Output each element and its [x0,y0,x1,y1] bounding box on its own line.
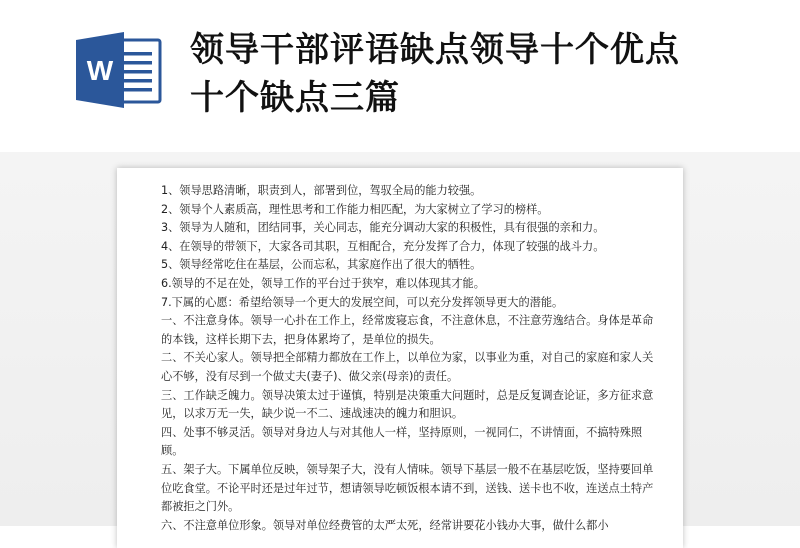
paragraph-12: 五、架子大。下属单位反映，领导架子大，没有人情味。领导下基层一般不在基层吃饭，坚持要回单位吃食堂。不论平时还是过年过节，想请领导吃顿饭根本请不到，送钱、送卡也不收，连送点土特产都被拒之门外。 [161,462,654,514]
paragraph-7: 7.下属的心愿：希望给领导一个更大的发展空间，可以充分发挥领导更大的潜能。 [161,295,564,309]
paragraph-11: 四、处事不够灵活。领导对身边人与对其他人一样，坚持原则，一视同仁，不讲情面，不搞特殊照顾。 [161,425,643,458]
paragraph-1: 1、领导思路清晰，职责到人，部署到位，驾驭全局的能力较强。 [161,184,482,197]
paragraph-6: 6.领导的不足在处，领导工作的平台过于狭窄，难以体现其才能。 [161,276,485,290]
paragraph-13: 六、不注意单位形象。领导对单位经费管的太严太死，经常讲要花小钱办大事，做什么都小 [161,518,609,532]
document-page [117,168,683,548]
page-title-line-2: 十个缺点三篇 [190,78,400,118]
paragraph-2: 2、领导个人素质高，理性思考和工作能力相匹配，为大家树立了学习的榜样。 [161,202,549,216]
paragraph-9: 二、不关心家人。领导把全部精力都放在工作上，以单位为家，以事业为重，对自己的家庭和家人关心不够，没有尽到一个做丈夫(妻子)、做父亲(母亲)的责任。 [161,351,654,383]
paragraph-5: 5、领导经常吃住在基层，公而忘私，其家庭作出了很大的牺牲。 [161,258,482,272]
header [0,0,800,160]
word-document-icon [74,30,164,110]
document-body [161,182,655,535]
paragraph-8: 一、不注意身体。领导一心扑在工作上，经常废寝忘食，不注意休息，不注意劳逸结合。身体是革命的本钱，这样长期下去，把身体累垮了，是单位的损失。 [161,314,654,346]
page-title [190,26,780,122]
paragraph-3: 3、领导为人随和，团结同事，关心同志，能充分调动大家的积极性，具有很强的亲和力。 [161,221,605,235]
page-title-line-1: 领导干部评语缺点领导十个优点 [190,30,680,70]
paragraph-4: 4、在领导的带领下，大家各司其职，互相配合，充分发挥了合力，体现了较强的战斗力。 [161,239,605,253]
paragraph-10: 三、工作缺乏魄力。领导决策太过于谨慎，特别是决策重大问题时，总是反复调查论证，多方征求意见，以求万无一失，缺少说一不二、速战速决的魄力和胆识。 [161,388,654,421]
word-icon-letter: W [86,55,114,86]
